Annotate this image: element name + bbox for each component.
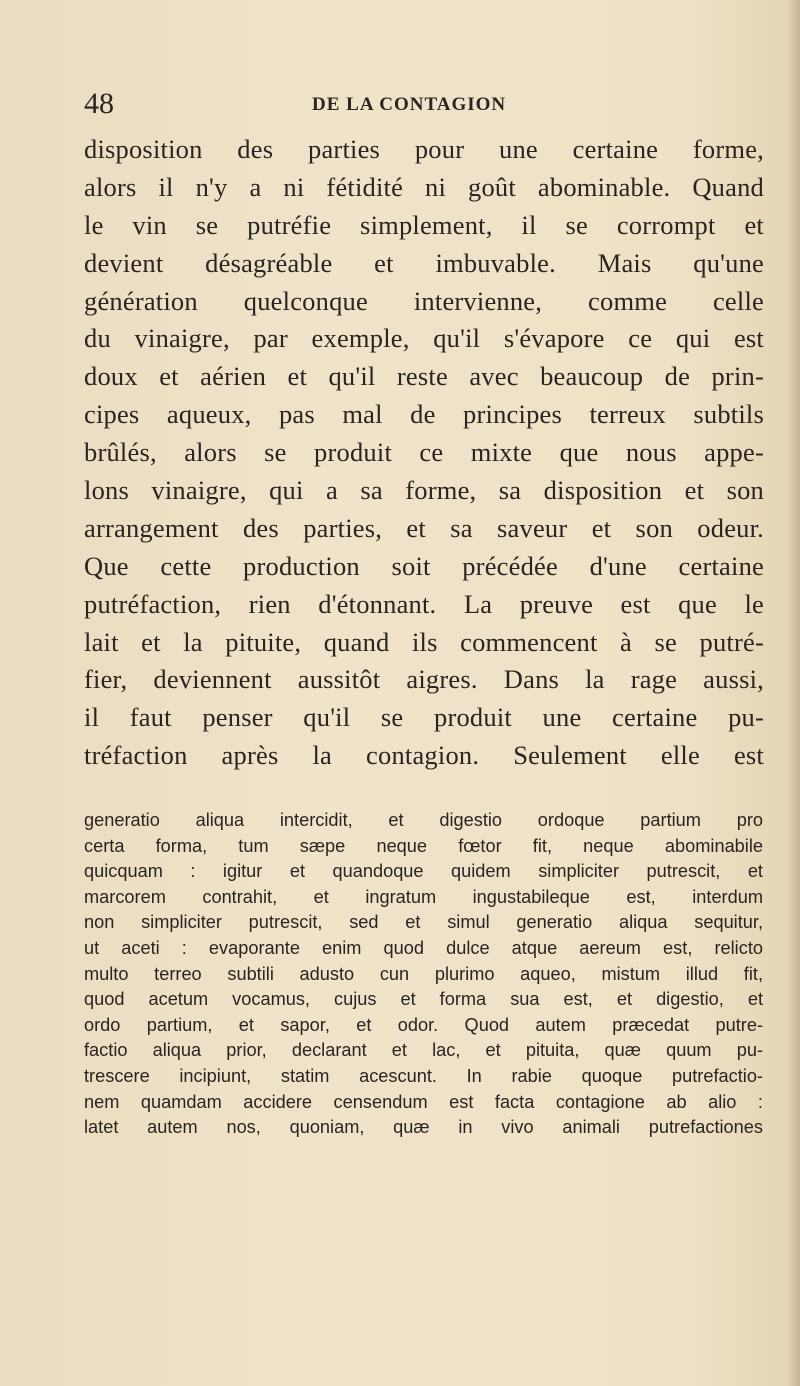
french-line: doux et aérien et qu'il reste avec beaucoup de prin- xyxy=(84,361,764,392)
french-line: Que cette production soit précédée d'une certaine xyxy=(84,550,764,581)
french-line: cipes aqueux, pas mal de principes terreux subtils xyxy=(84,399,764,430)
running-head: DE LA CONTAGION xyxy=(312,94,507,115)
french-line: le vin se putréfie simplement, il se corrompt et xyxy=(84,209,764,240)
latin-line: factio aliqua prior, declarant et lac, et pituita, quæ quum pu- xyxy=(84,1040,763,1061)
latin-line: non simpliciter putrescit, sed et simul generatio aliqua sequitur, xyxy=(84,912,763,933)
latin-line: latet autem nos, quoniam, quæ in vivo animali putrefactiones xyxy=(84,1117,763,1138)
french-line: alors il n'y a ni fétidité ni goût abominable. Quand xyxy=(84,171,764,202)
french-line: du vinaigre, par exemple, qu'il s'évapore ce qui est xyxy=(84,323,764,354)
french-line: devient désagréable et imbuvable. Mais qu'une xyxy=(84,247,764,278)
latin-line: generatio aliqua intercidit, et digestio ordoque partium pro xyxy=(84,810,763,830)
latin-line: certa forma, tum sæpe neque fœtor fit, neque abominabile xyxy=(84,835,763,856)
latin-line: quicquam : igitur et quandoque quidem simpliciter putrescit, et xyxy=(84,861,763,882)
french-line: lons vinaigre, qui a sa forme, sa disposition et son xyxy=(84,475,764,506)
page-number: 48 xyxy=(84,87,114,120)
french-line: arrangement des parties, et sa saveur et son odeur. xyxy=(84,512,764,543)
latin-line: multo terreo subtili adusto cun plurimo aqueo, mistum illud fit, xyxy=(84,963,763,984)
page-edge-shadow xyxy=(786,0,800,1386)
french-line: fier, deviennent aussitôt aigres. Dans la rage aussi, xyxy=(84,664,764,695)
french-line: disposition des parties pour une certaine forme, xyxy=(84,134,764,164)
latin-line: nem quamdam accidere censendum est facta contagione ab alio : xyxy=(84,1091,763,1112)
page-header xyxy=(84,86,758,126)
french-line: brûlés, alors se produit ce mixte que nous appe- xyxy=(84,437,764,468)
french-translation-block xyxy=(84,131,764,775)
latin-line: ordo partium, et sapor, et odor. Quod autem præcedat putre- xyxy=(84,1014,763,1035)
latin-line: ut aceti : evaporante enim quod dulce atque aereum est, relicto xyxy=(84,937,763,958)
latin-line: trescere incipiunt, statim acescunt. In rabie quoque putrefactio- xyxy=(84,1065,763,1086)
french-line: putréfaction, rien d'étonnant. La preuve est que le xyxy=(84,588,764,619)
french-line: lait et la pituite, quand ils commencent à se putré- xyxy=(84,626,764,657)
french-line: tréfaction après la contagion. Seulement elle est xyxy=(84,740,764,771)
latin-original-block xyxy=(84,808,763,1141)
french-line: il faut penser qu'il se produit une certaine pu- xyxy=(84,702,764,733)
latin-line: marcorem contrahit, et ingratum ingustabileque est, interdum xyxy=(84,886,763,907)
french-line: génération quelconque intervienne, comme celle xyxy=(84,285,764,316)
latin-line: quod acetum vocamus, cujus et forma sua est, et digestio, et xyxy=(84,989,763,1010)
